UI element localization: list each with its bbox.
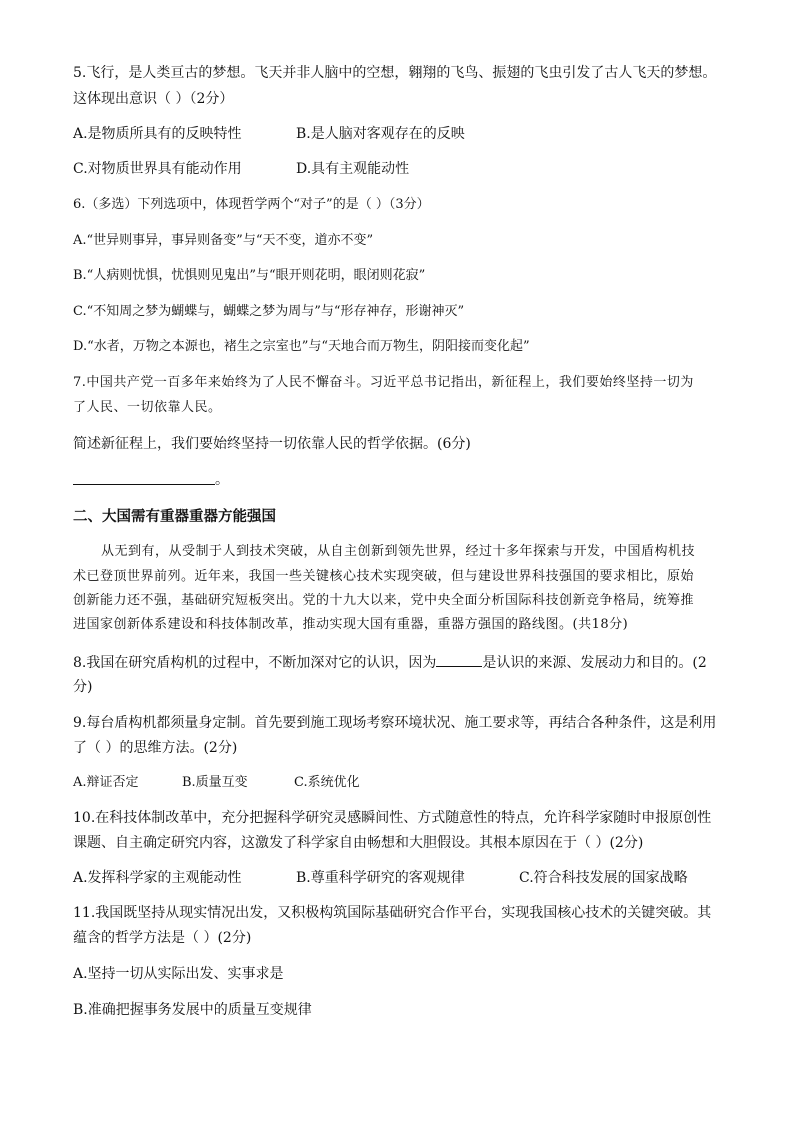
q9-option-b: B.质量互变	[182, 775, 248, 790]
q5-options-row2	[73, 159, 723, 179]
q6-option-a: A.“世异则事异，事异则备变”与“天不变，道亦不变”	[73, 233, 374, 248]
q6-stem: 6.（多选）下列选项中，体现哲学两个“对子”的是（ ）（3分）	[73, 197, 430, 212]
q9-stem-line1: 9.每台盾构机都须量身定制。首先要到施工现场考察环境状况、施工要求等，再结合各种条件，这是利用	[73, 715, 717, 731]
q9-stem-line2: 了（ ）的思维方法。(2分)	[73, 740, 238, 756]
q11-stem-line1: 11.我国既坚持从现实情况出发，又积极构筑国际基础研究合作平台，实现我国核心技术的关键突破。其	[73, 905, 712, 921]
q9-option-c: C.系统优化	[294, 775, 360, 790]
q7-stem-line2: 了人民、一切依靠人民。	[73, 400, 222, 415]
q8-answer-blank	[436, 652, 482, 667]
q9-options-row	[73, 773, 723, 793]
q9-option-a: A.辩证否定	[73, 775, 139, 790]
q10-options-row	[73, 868, 723, 888]
q11-option-a: A.坚持一切从实际出发、实事求是	[73, 966, 284, 982]
q5-stem-line1: 5.飞行，是人类亘古的梦想。飞天并非人脑中的空想，翱翔的飞鸟、振翅的飞虫引发了古人飞天的梦想。	[73, 65, 717, 81]
q7-answer-line	[73, 470, 229, 490]
q10-stem-line1: 10.在科技体制改革中，充分把握科学研究灵感瞬间性、方式随意性的特点，允许科学家随时申报原创性	[73, 810, 712, 826]
section2-passage-line2: 术已登顶世界前列。近年来，我国一些关键核心技术实现突破，但与建设世界科技强国的要求相比，原始	[73, 569, 695, 584]
q10-option-b: B.尊重科学研究的客观规律	[296, 870, 465, 886]
section2-passage-line3: 创新能力还不强，基础研究短板突出。党的十九大以来，党中央全面分析国际科技创新竞争格局，统筹推	[73, 593, 695, 608]
q7-answer-blank	[73, 470, 215, 485]
q7-answer-end: 。	[215, 472, 229, 488]
section2-title: 二、大国需有重器重器方能强国	[73, 508, 276, 525]
q8-stem-part1: 8.我国在研究盾构机的过程中，不断加深对它的认识，因为	[73, 655, 437, 671]
q8-stem-part2: 是认识的来源、发展动力和目的。(2	[482, 655, 707, 671]
q5-options-row1	[73, 124, 723, 144]
q6-option-d: D.“水者，万物之本源也，褚生之宗室也”与“天地合而万物生，阴阳接而变化起”	[73, 339, 530, 354]
q6-option-c: C.“不知周之梦为蝴蝶与，蝴蝶之梦为周与”与“形存神存，形谢神灭”	[73, 304, 465, 319]
q5-option-c: C.对物质世界具有能动作用	[73, 161, 242, 177]
q5-option-d: D.具有主观能动性	[296, 161, 410, 177]
q11-option-b: B.准确把握事务发展中的质量互变规律	[73, 1002, 312, 1018]
section2-passage-line4: 进国家创新体系建设和科技体制改革，推动实现大国有重器，重器方强国的路线图。(共18分)	[73, 617, 629, 632]
section2-passage-line1: 从无到有，从受制于人到技术突破，从自主创新到领先世界，经过十多年探索与开发，中国盾构机技	[101, 544, 696, 559]
q7-prompt: 简述新征程上，我们要始终坚持一切依靠人民的哲学依据。(6分)	[73, 436, 471, 452]
q6-option-b: B.“人病则忧惧，忧惧则见鬼出”与“眼开则花明，眼闭则花寂”	[73, 268, 426, 283]
q11-stem-line2: 蕴含的哲学方法是（ ）(2分)	[73, 930, 252, 946]
q7-stem-line1: 7.中国共产党一百多年来始终为了人民不懈奋斗。习近平总书记指出，新征程上，我们要始终坚持一切为	[73, 375, 694, 390]
q8-stem-line2: 分)	[73, 679, 93, 695]
q5-option-b: B.是人脑对客观存在的反映	[296, 126, 465, 142]
q8-stem-line1	[73, 652, 707, 673]
q10-option-a: A.发挥科学家的主观能动性	[73, 870, 242, 886]
q5-stem-line2: 这体现出意识（ ）（2分）	[73, 91, 234, 107]
q10-option-c: C.符合科技发展的国家战略	[519, 870, 688, 886]
q10-stem-line2: 课题、自主确定研究内容，这激发了科学家自由畅想和大胆假设。其根本原因在于（ ）(2分)	[73, 835, 644, 851]
q5-option-a: A.是物质所具有的反映特性	[73, 126, 242, 142]
